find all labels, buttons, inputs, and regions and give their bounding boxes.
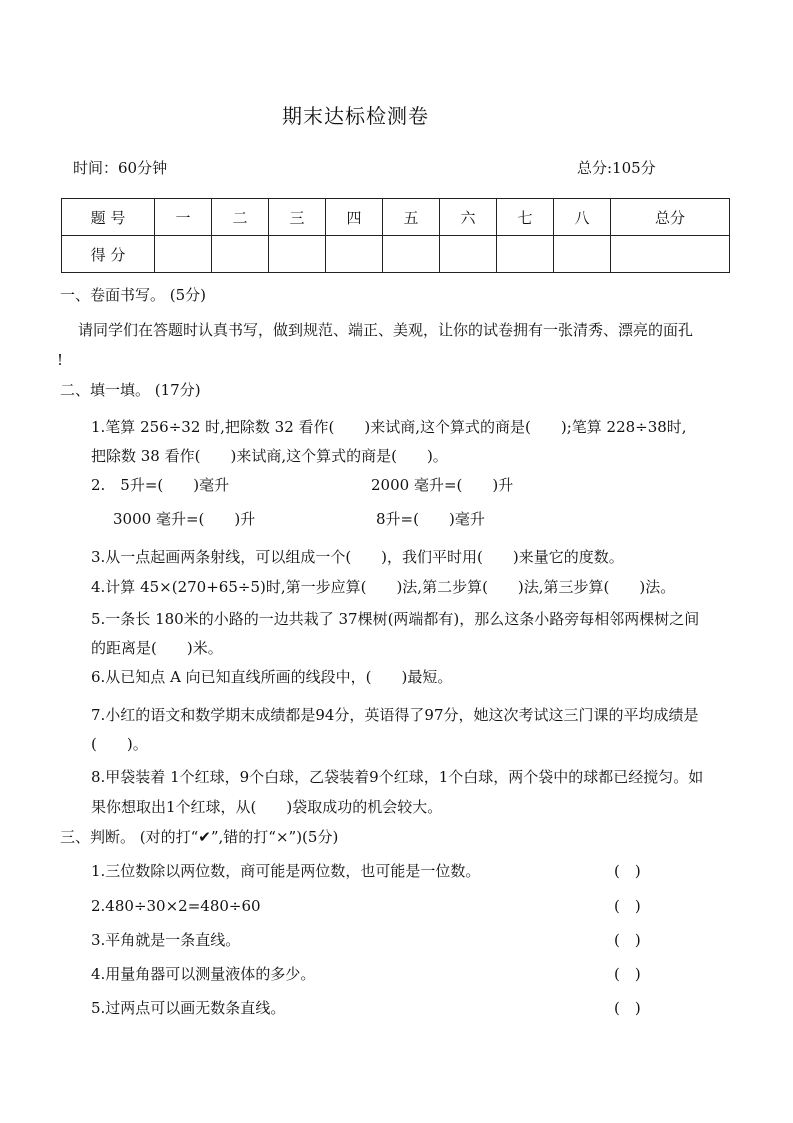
section-2-heading: 二、填一填。 (17分) bbox=[60, 381, 201, 399]
score-table-score-row bbox=[62, 236, 730, 273]
section-1-heading: 一、卷面书写。 (5分) bbox=[60, 286, 207, 304]
section-3-heading: 三、判断。 (对的打“✔”,错的打“×”)(5分) bbox=[60, 828, 339, 846]
score-cell[interactable] bbox=[269, 236, 326, 273]
question-4: 4.计算 45×(270+65÷5)时,第一步应算( )法,第二步算( )法,第三步算( )法。 bbox=[91, 578, 676, 596]
answer-bracket[interactable]: ( ) bbox=[614, 965, 641, 983]
header-cell: 三 bbox=[269, 199, 326, 236]
section-1-text-cont: ! bbox=[57, 351, 64, 369]
question-8-line-1: 8.甲袋装着 1个红球，9个白球，乙袋装着9个红球，1个白球，两个袋中的球都已经搅匀。如 bbox=[91, 768, 704, 786]
score-cell[interactable] bbox=[326, 236, 383, 273]
section-1-text: 请同学们在答题时认真书写，做到规范、端正、美观，让你的试卷拥有一张清秀、漂亮的面孔 bbox=[78, 321, 694, 339]
judgement-item-4: 4.用量角器可以测量液体的多少。 bbox=[91, 965, 316, 983]
question-1-line-1: 1.笔算 256÷32 时,把除数 32 看作( )来试商,这个算式的商是( );笔算 228÷38时, bbox=[91, 418, 687, 436]
judgement-item-3: 3.平角就是一条直线。 bbox=[91, 931, 241, 949]
row-label-cell: 得 分 bbox=[62, 236, 155, 273]
answer-bracket[interactable]: ( ) bbox=[614, 931, 641, 949]
header-cell: 八 bbox=[554, 199, 611, 236]
judgement-item-2: 2.480÷30×2=480÷60 bbox=[91, 897, 261, 915]
score-cell[interactable] bbox=[383, 236, 440, 273]
question-3: 3.从一点起画两条射线，可以组成一个( )，我们平时用( )来量它的度数。 bbox=[91, 548, 624, 566]
question-7-line-1: 7.小红的语文和数学期末成绩都是94分，英语得了97分，她这次考试这三门课的平均成绩是 bbox=[91, 706, 699, 724]
page-title: 期末达标检测卷 bbox=[282, 104, 429, 128]
question-6: 6.从已知点 A 向已知直线所画的线段中，( )最短。 bbox=[91, 668, 453, 686]
question-1-line-2: 把除数 38 看作( )来试商,这个算式的商是( )。 bbox=[91, 447, 448, 465]
score-table-header-row bbox=[62, 199, 730, 236]
score-cell[interactable] bbox=[155, 236, 212, 273]
question-2-a: 2. 5升=( )毫升 bbox=[91, 476, 230, 494]
score-cell[interactable] bbox=[440, 236, 497, 273]
question-2-d: 8升=( )毫升 bbox=[376, 510, 485, 528]
question-5-line-1: 5.一条长 180米的小路的一边共栽了 37棵树(两端都有)，那么这条小路旁每相邻两棵树之间 bbox=[91, 610, 700, 628]
answer-bracket[interactable]: ( ) bbox=[614, 862, 641, 880]
score-table bbox=[61, 198, 730, 273]
score-cell[interactable] bbox=[212, 236, 269, 273]
answer-bracket[interactable]: ( ) bbox=[614, 999, 641, 1017]
header-cell: 五 bbox=[383, 199, 440, 236]
score-cell[interactable] bbox=[497, 236, 554, 273]
question-5-line-2: 的距离是( )米。 bbox=[91, 639, 223, 657]
score-cell[interactable] bbox=[554, 236, 611, 273]
score-cell[interactable] bbox=[611, 236, 730, 273]
judgement-item-5: 5.过两点可以画无数条直线。 bbox=[91, 999, 286, 1017]
question-8-line-2: 果你想取出1个红球，从( )袋取成功的机会较大。 bbox=[91, 798, 443, 816]
header-cell: 四 bbox=[326, 199, 383, 236]
question-2-b: 2000 毫升=( )升 bbox=[371, 476, 514, 494]
question-2-c: 3000 毫升=( )升 bbox=[113, 510, 256, 528]
header-cell: 二 bbox=[212, 199, 269, 236]
header-cell: 六 bbox=[440, 199, 497, 236]
header-cell: 七 bbox=[497, 199, 554, 236]
header-cell: 题 号 bbox=[62, 199, 155, 236]
judgement-item-1: 1.三位数除以两位数，商可能是两位数，也可能是一位数。 bbox=[91, 862, 481, 880]
time-label: 时间：60分钟 bbox=[73, 159, 168, 177]
header-cell: 总分 bbox=[611, 199, 730, 236]
answer-bracket[interactable]: ( ) bbox=[614, 897, 641, 915]
total-score-label: 总分:105分 bbox=[577, 159, 656, 177]
question-7-line-2: ( )。 bbox=[91, 735, 148, 753]
header-cell: 一 bbox=[155, 199, 212, 236]
